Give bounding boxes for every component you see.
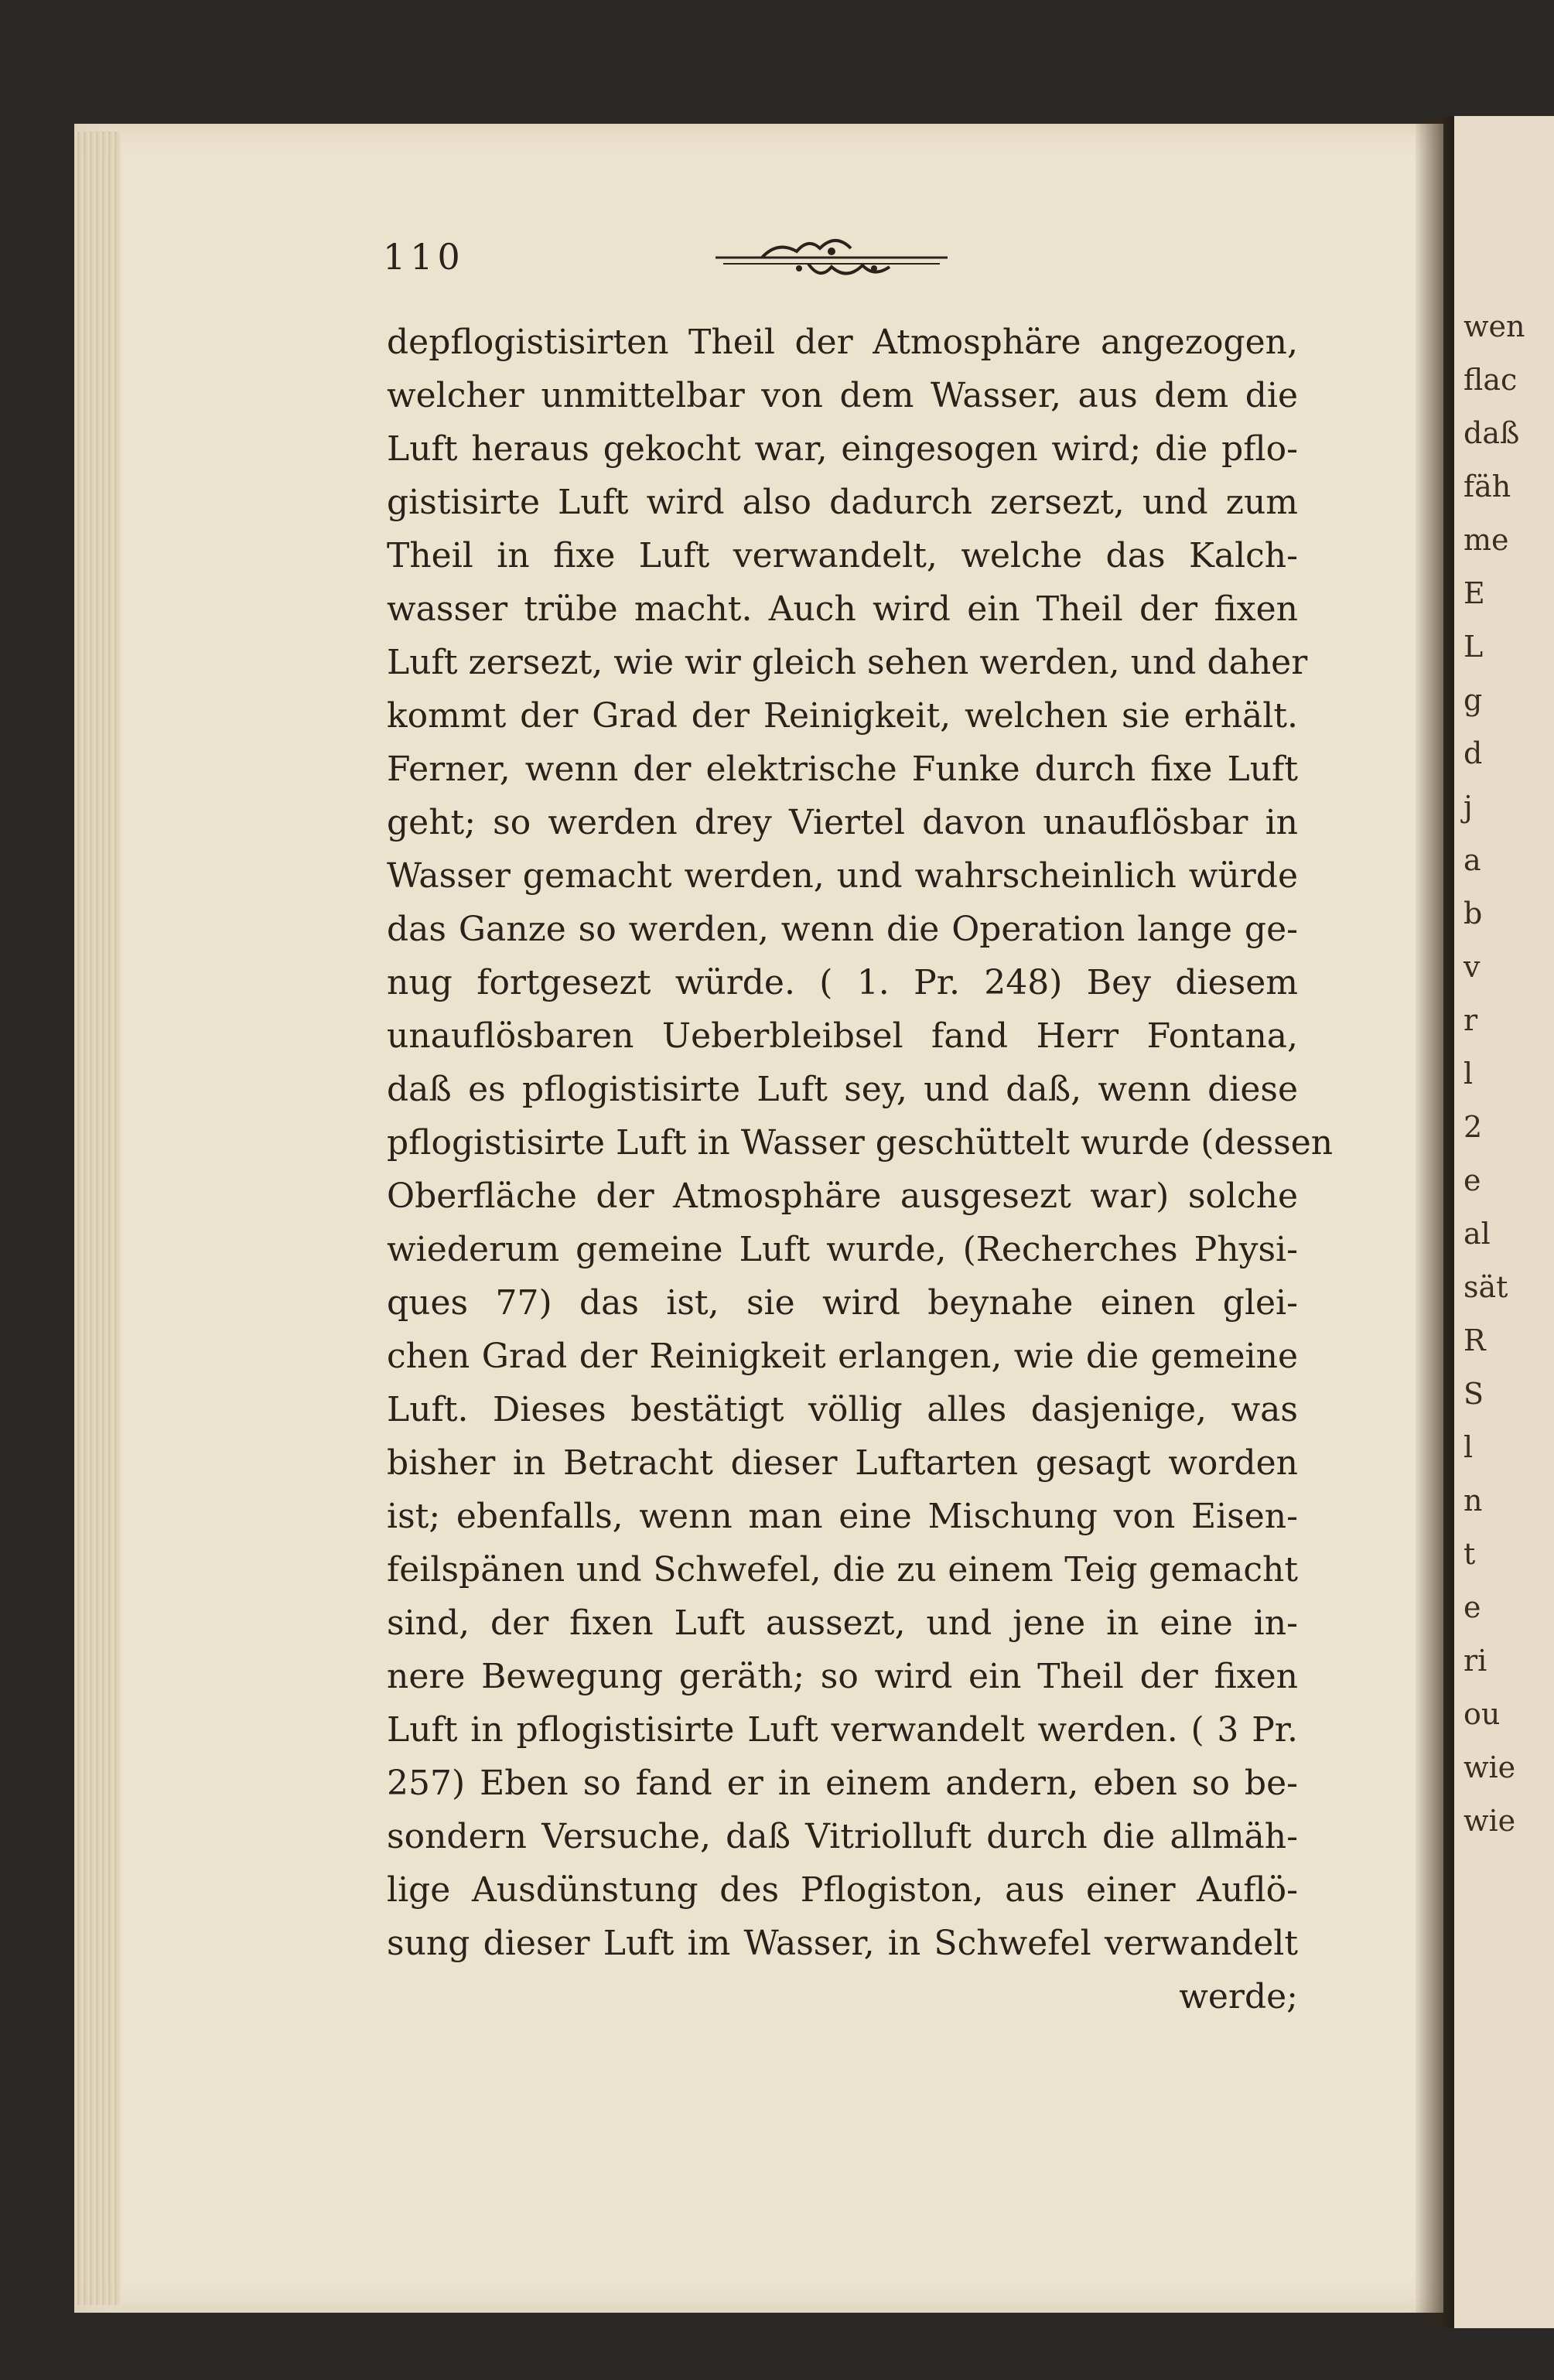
facing-page-fragment: R: [1463, 1323, 1486, 1357]
facing-page-fragment: wie: [1463, 1750, 1516, 1784]
facing-page-fragment: L: [1463, 630, 1484, 664]
facing-page-fragment: j: [1463, 790, 1473, 824]
header-ornament-icon: [708, 228, 955, 290]
facing-page-fragment: l: [1463, 1430, 1474, 1464]
text-line: sondern Versuche, daß Vitriolluft durch die allmäh-: [387, 1817, 1298, 1856]
facing-page-fragment: ri: [1463, 1644, 1487, 1678]
facing-page-fragment: wie: [1463, 1804, 1516, 1838]
text-line: welcher unmittelbar von dem Wasser, aus dem die: [387, 376, 1298, 415]
facing-page-fragment: flac: [1463, 363, 1518, 397]
text-line: Oberfläche der Atmosphäre ausgesezt war) solche: [387, 1176, 1298, 1216]
text-line: depflogistisirten Theil der Atmosphäre angezogen,: [387, 323, 1298, 362]
text-line: Luft heraus gekocht war, eingesogen wird; die pflo-: [387, 429, 1298, 469]
text-line: bisher in Betracht dieser Luftarten gesagt worden: [387, 1443, 1298, 1483]
text-line: Wasser gemacht werden, und wahrscheinlich würde: [387, 856, 1298, 896]
text-line: das Ganze so werden, wenn die Operation lange ge-: [387, 910, 1298, 949]
text-line-catchword: werde;: [1179, 1977, 1298, 2016]
page-edges: [74, 131, 121, 2305]
facing-page-fragment: ou: [1463, 1697, 1501, 1731]
facing-page-fragment: me: [1463, 523, 1509, 557]
text-line: wasser trübe macht. Auch wird ein Theil der fixen: [387, 589, 1298, 629]
text-line: kommt der Grad der Reinigkeit, welchen sie erhält.: [387, 696, 1298, 736]
body-text: [387, 316, 1334, 2023]
facing-page-fragment: sät: [1463, 1270, 1508, 1304]
facing-page-fragment: e: [1463, 1590, 1481, 1624]
text-line: Ferner, wenn der elektrische Funke durch fixe Luft: [387, 750, 1298, 789]
text-line: unauflösbaren Ueberbleibsel fand Herr Fontana,: [387, 1016, 1298, 1056]
facing-page-fragment: fäh: [1463, 470, 1511, 504]
facing-page-fragment: 2: [1463, 1110, 1483, 1144]
text-line: ist; ebenfalls, wenn man eine Mischung von Eisen-: [387, 1497, 1298, 1536]
text-line: daß es pflogistisirte Luft sey, und daß, wenn diese: [387, 1070, 1298, 1109]
text-line: nere Bewegung geräth; so wird ein Theil der fixen: [387, 1657, 1298, 1696]
text-line: geht; so werden drey Viertel davon unauflösbar in: [387, 803, 1298, 842]
text-line: lige Ausdünstung des Pflogiston, aus einer Auflö-: [387, 1870, 1298, 1910]
text-line: pflogistisirte Luft in Wasser geschüttelt wurde (dessen: [387, 1123, 1334, 1163]
facing-page-fragment: t: [1463, 1537, 1476, 1571]
text-line: sind, der fixen Luft aussezt, und jene in eine in-: [387, 1603, 1298, 1643]
text-line: gistisirte Luft wird also dadurch zersezt, und zum: [387, 483, 1298, 522]
facing-page-fragment: wen: [1463, 309, 1525, 343]
facing-page-fragment: E: [1463, 576, 1485, 610]
text-line: chen Grad der Reinigkeit erlangen, wie die gemeine: [387, 1337, 1298, 1376]
text-line: Luft. Dieses bestätigt völlig alles dasjenige, was: [387, 1390, 1298, 1429]
facing-page-fragment: g: [1463, 683, 1483, 717]
facing-page: [1454, 116, 1554, 2328]
facing-page-fragment: r: [1463, 1003, 1478, 1037]
facing-page-fragment: S: [1463, 1377, 1484, 1411]
facing-page-fragment: a: [1463, 843, 1481, 877]
facing-page-fragment: e: [1463, 1163, 1481, 1197]
text-line: Luft zersezt, wie wir gleich sehen werden, und daher: [387, 643, 1308, 682]
text-line: sung dieser Luft im Wasser, in Schwefel verwandelt: [387, 1924, 1298, 1963]
text-line: 257) Eben so fand er in einem andern, eben so be-: [387, 1764, 1298, 1803]
facing-page-fragment: n: [1463, 1484, 1483, 1518]
facing-page-fragment: b: [1463, 896, 1483, 930]
page-number: 110: [383, 236, 465, 278]
facing-page-fragment: l: [1463, 1057, 1474, 1091]
text-line: ques 77) das ist, sie wird beynahe einen glei-: [387, 1283, 1298, 1323]
text-line: nug fortgesezt würde. ( 1. Pr. 248) Bey diesem: [387, 963, 1298, 1002]
facing-page-fragment: v: [1463, 950, 1481, 984]
text-line: Theil in fixe Luft verwandelt, welche das Kalch-: [387, 536, 1298, 575]
text-line: Luft in pflogistisirte Luft verwandelt werden. ( 3 Pr.: [387, 1710, 1298, 1750]
facing-page-fragment: d: [1463, 736, 1483, 770]
text-line: feilspänen und Schwefel, die zu einem Teig gemacht: [387, 1550, 1298, 1590]
facing-page-fragment: daß: [1463, 416, 1520, 450]
facing-page-fragment: al: [1463, 1217, 1491, 1251]
text-line: wiederum gemeine Luft wurde, (Recherches Physi-: [387, 1230, 1298, 1269]
